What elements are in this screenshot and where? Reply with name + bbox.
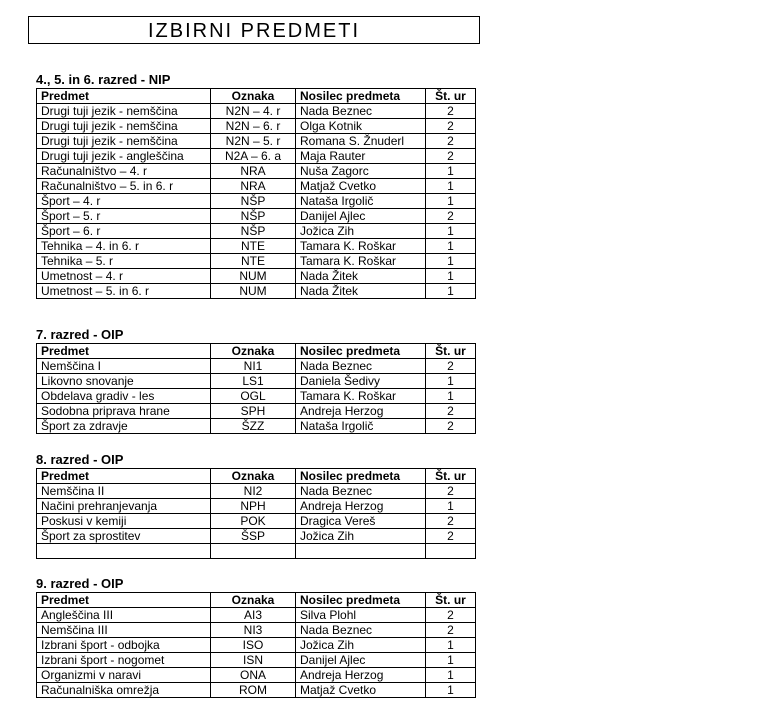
- table-row: [37, 668, 476, 683]
- table-row: [37, 194, 476, 209]
- cell-predmet: Šport za zdravje: [37, 419, 211, 434]
- cell-nosilec: Olga Kotnik: [296, 119, 426, 134]
- column-header-oznaka: Oznaka: [211, 89, 296, 104]
- section-heading: 9. razred - OIP: [36, 576, 124, 591]
- cell-ur: 2: [426, 404, 476, 419]
- section-4: [36, 576, 476, 698]
- cell-predmet: Drugi tuji jezik - nemščina: [37, 119, 211, 134]
- cell-predmet: Obdelava gradiv - les: [37, 389, 211, 404]
- cell-predmet: Umetnost – 4. r: [37, 269, 211, 284]
- cell-nosilec: Romana S. Žnuderl: [296, 134, 426, 149]
- cell-nosilec: Andreja Herzog: [296, 499, 426, 514]
- cell-nosilec: Nada Žitek: [296, 284, 426, 299]
- table-row: [37, 149, 476, 164]
- section-heading: 8. razred - OIP: [36, 452, 124, 467]
- cell-ur: 2: [426, 134, 476, 149]
- cell-predmet: [37, 544, 211, 559]
- cell-predmet: Umetnost – 5. in 6. r: [37, 284, 211, 299]
- cell-nosilec: Matjaž Cvetko: [296, 179, 426, 194]
- cell-ur: 1: [426, 239, 476, 254]
- cell-oznaka: NŠP: [211, 224, 296, 239]
- cell-oznaka: ŠSP: [211, 529, 296, 544]
- cell-nosilec: [296, 544, 426, 559]
- cell-oznaka: NUM: [211, 269, 296, 284]
- cell-ur: 2: [426, 149, 476, 164]
- cell-nosilec: Andreja Herzog: [296, 668, 426, 683]
- section-heading: 7. razred - OIP: [36, 327, 124, 342]
- column-header-ur: Št. ur: [426, 469, 476, 484]
- section-1: [36, 72, 476, 299]
- cell-oznaka: ŠZZ: [211, 419, 296, 434]
- cell-oznaka: SPH: [211, 404, 296, 419]
- cell-oznaka: NRA: [211, 164, 296, 179]
- cell-nosilec: Matjaž Cvetko: [296, 683, 426, 698]
- cell-ur: 2: [426, 484, 476, 499]
- cell-ur: 2: [426, 608, 476, 623]
- cell-ur: 2: [426, 119, 476, 134]
- section-2: [36, 327, 476, 434]
- cell-oznaka: LS1: [211, 374, 296, 389]
- cell-predmet: Šport – 4. r: [37, 194, 211, 209]
- cell-predmet: Nemščina III: [37, 623, 211, 638]
- cell-nosilec: Tamara K. Roškar: [296, 254, 426, 269]
- cell-predmet: Izbrani šport - odbojka: [37, 638, 211, 653]
- table-row: [37, 389, 476, 404]
- cell-ur: 1: [426, 164, 476, 179]
- cell-nosilec: Nada Beznec: [296, 104, 426, 119]
- cell-oznaka: NRA: [211, 179, 296, 194]
- table-row: [37, 179, 476, 194]
- table-row: [37, 608, 476, 623]
- cell-ur: 1: [426, 389, 476, 404]
- cell-ur: 2: [426, 529, 476, 544]
- cell-oznaka: POK: [211, 514, 296, 529]
- cell-ur: 1: [426, 683, 476, 698]
- cell-oznaka: AI3: [211, 608, 296, 623]
- cell-nosilec: Nada Beznec: [296, 359, 426, 374]
- cell-predmet: Tehnika – 4. in 6. r: [37, 239, 211, 254]
- cell-predmet: Drugi tuji jezik - nemščina: [37, 134, 211, 149]
- cell-predmet: Računalništvo – 5. in 6. r: [37, 179, 211, 194]
- cell-ur: 1: [426, 284, 476, 299]
- cell-nosilec: Silva Plohl: [296, 608, 426, 623]
- cell-oznaka: NI1: [211, 359, 296, 374]
- table-row: [37, 254, 476, 269]
- cell-ur: 1: [426, 224, 476, 239]
- column-header-oznaka: Oznaka: [211, 593, 296, 608]
- cell-predmet: Šport za sprostitev: [37, 529, 211, 544]
- section-3: [36, 452, 476, 559]
- cell-oznaka: OGL: [211, 389, 296, 404]
- cell-predmet: Računalništvo – 4. r: [37, 164, 211, 179]
- table-row: [37, 484, 476, 499]
- cell-oznaka: N2N – 4. r: [211, 104, 296, 119]
- cell-ur: 2: [426, 514, 476, 529]
- cell-ur: 2: [426, 419, 476, 434]
- cell-ur: 1: [426, 653, 476, 668]
- cell-oznaka: NTE: [211, 239, 296, 254]
- cell-oznaka: ONA: [211, 668, 296, 683]
- column-header-nosilec: Nosilec predmeta: [296, 89, 426, 104]
- table-row: [37, 269, 476, 284]
- table-row: [37, 209, 476, 224]
- cell-predmet: Šport – 5. r: [37, 209, 211, 224]
- table-row: [37, 653, 476, 668]
- column-header-nosilec: Nosilec predmeta: [296, 469, 426, 484]
- cell-nosilec: Nataša Irgolič: [296, 419, 426, 434]
- cell-nosilec: Andreja Herzog: [296, 404, 426, 419]
- cell-nosilec: Tamara K. Roškar: [296, 239, 426, 254]
- table-row: [37, 529, 476, 544]
- cell-ur: 1: [426, 499, 476, 514]
- table-row: [37, 514, 476, 529]
- cell-predmet: Sodobna priprava hrane: [37, 404, 211, 419]
- cell-nosilec: Nada Beznec: [296, 484, 426, 499]
- table-row: [37, 239, 476, 254]
- cell-nosilec: Danijel Ajlec: [296, 653, 426, 668]
- subjects-table: [36, 592, 476, 698]
- column-header-oznaka: Oznaka: [211, 469, 296, 484]
- cell-oznaka: NPH: [211, 499, 296, 514]
- cell-predmet: Šport – 6. r: [37, 224, 211, 239]
- page-title: IZBIRNI PREDMETI: [28, 16, 480, 44]
- cell-predmet: Izbrani šport - nogomet: [37, 653, 211, 668]
- cell-predmet: Tehnika – 5. r: [37, 254, 211, 269]
- table-row: [37, 119, 476, 134]
- table-row: [37, 104, 476, 119]
- table-header-row: [37, 344, 476, 359]
- cell-oznaka: NUM: [211, 284, 296, 299]
- table-row: [37, 404, 476, 419]
- table-row: [37, 224, 476, 239]
- subjects-table: [36, 343, 476, 434]
- column-header-ur: Št. ur: [426, 593, 476, 608]
- cell-oznaka: N2N – 6. r: [211, 119, 296, 134]
- cell-oznaka: NI2: [211, 484, 296, 499]
- cell-ur: 1: [426, 668, 476, 683]
- table-row: [37, 134, 476, 149]
- cell-oznaka: ISO: [211, 638, 296, 653]
- table-header-row: [37, 593, 476, 608]
- cell-nosilec: Nataša Irgolič: [296, 194, 426, 209]
- column-header-ur: Št. ur: [426, 89, 476, 104]
- cell-predmet: Nemščina I: [37, 359, 211, 374]
- cell-ur: 2: [426, 623, 476, 638]
- column-header-predmet: Predmet: [37, 469, 211, 484]
- cell-nosilec: Jožica Zih: [296, 638, 426, 653]
- column-header-nosilec: Nosilec predmeta: [296, 593, 426, 608]
- cell-oznaka: NI3: [211, 623, 296, 638]
- cell-nosilec: Jožica Zih: [296, 224, 426, 239]
- cell-oznaka: ROM: [211, 683, 296, 698]
- cell-ur: 1: [426, 194, 476, 209]
- table-header-row: [37, 469, 476, 484]
- cell-predmet: Poskusi v kemiji: [37, 514, 211, 529]
- table-header-row: [37, 89, 476, 104]
- cell-oznaka: NTE: [211, 254, 296, 269]
- table-row: [37, 638, 476, 653]
- subjects-table: [36, 468, 476, 559]
- table-row: [37, 284, 476, 299]
- table-row: [37, 419, 476, 434]
- cell-nosilec: Nada Beznec: [296, 623, 426, 638]
- column-header-predmet: Predmet: [37, 89, 211, 104]
- cell-ur: 1: [426, 374, 476, 389]
- section-heading: 4., 5. in 6. razred - NIP: [36, 72, 171, 87]
- table-row: [37, 359, 476, 374]
- cell-predmet: Računalniška omrežja: [37, 683, 211, 698]
- cell-nosilec: Tamara K. Roškar: [296, 389, 426, 404]
- cell-predmet: Drugi tuji jezik - nemščina: [37, 104, 211, 119]
- cell-ur: 1: [426, 269, 476, 284]
- cell-oznaka: N2N – 5. r: [211, 134, 296, 149]
- cell-oznaka: NŠP: [211, 209, 296, 224]
- cell-predmet: Organizmi v naravi: [37, 668, 211, 683]
- cell-ur: 2: [426, 104, 476, 119]
- column-header-ur: Št. ur: [426, 344, 476, 359]
- cell-nosilec: Danijel Ajlec: [296, 209, 426, 224]
- subjects-table: [36, 88, 476, 299]
- cell-nosilec: Daniela Šedivy: [296, 374, 426, 389]
- cell-ur: 1: [426, 254, 476, 269]
- table-row: [37, 499, 476, 514]
- cell-nosilec: Maja Rauter: [296, 149, 426, 164]
- cell-predmet: Angleščina III: [37, 608, 211, 623]
- cell-nosilec: Nuša Zagorc: [296, 164, 426, 179]
- cell-ur: 2: [426, 359, 476, 374]
- column-header-nosilec: Nosilec predmeta: [296, 344, 426, 359]
- cell-ur: 1: [426, 638, 476, 653]
- cell-nosilec: Jožica Zih: [296, 529, 426, 544]
- column-header-oznaka: Oznaka: [211, 344, 296, 359]
- cell-ur: 1: [426, 179, 476, 194]
- cell-predmet: Drugi tuji jezik - angleščina: [37, 149, 211, 164]
- column-header-predmet: Predmet: [37, 344, 211, 359]
- cell-nosilec: Nada Žitek: [296, 269, 426, 284]
- cell-predmet: Načini prehranjevanja: [37, 499, 211, 514]
- cell-predmet: Likovno snovanje: [37, 374, 211, 389]
- cell-ur: 2: [426, 209, 476, 224]
- cell-predmet: Nemščina II: [37, 484, 211, 499]
- cell-oznaka: [211, 544, 296, 559]
- table-row: [37, 374, 476, 389]
- column-header-predmet: Predmet: [37, 593, 211, 608]
- table-row: [37, 544, 476, 559]
- cell-oznaka: NŠP: [211, 194, 296, 209]
- cell-oznaka: ISN: [211, 653, 296, 668]
- table-row: [37, 164, 476, 179]
- table-row: [37, 683, 476, 698]
- table-row: [37, 623, 476, 638]
- cell-oznaka: N2A – 6. a: [211, 149, 296, 164]
- cell-ur: [426, 544, 476, 559]
- cell-nosilec: Dragica Vereš: [296, 514, 426, 529]
